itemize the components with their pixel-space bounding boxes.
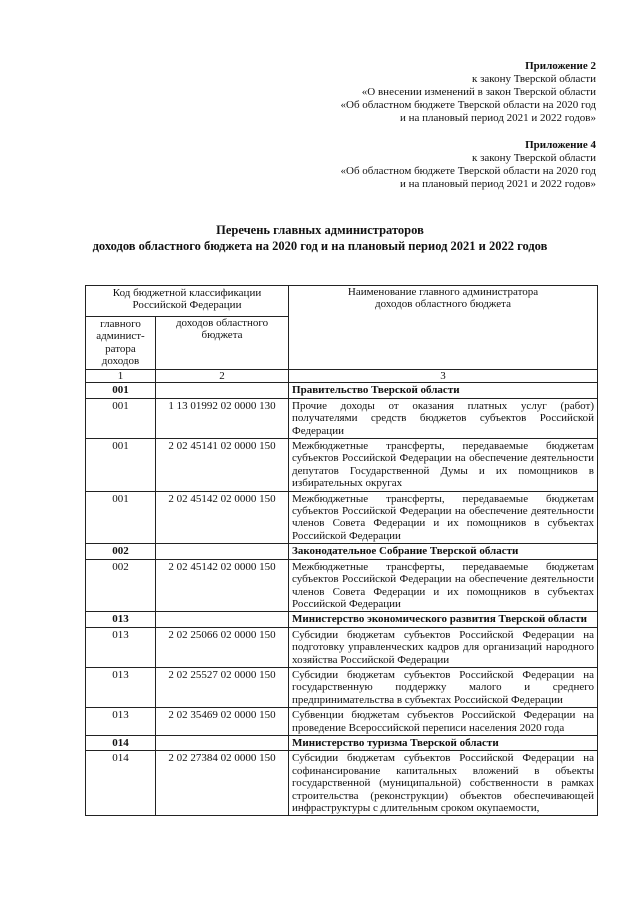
income-code-cell	[156, 383, 289, 398]
column-number: 3	[289, 370, 598, 383]
name-cell: Законодательное Собрание Тверской области	[289, 544, 598, 559]
appendix-2-heading: Приложение 2	[525, 60, 596, 72]
admin-code-cell: 014	[86, 735, 156, 750]
table-row	[86, 439, 598, 492]
column-number-row	[86, 370, 598, 383]
income-code-cell	[156, 735, 289, 750]
table-row	[86, 708, 598, 736]
name-cell: Министерство туризма Тверской области	[289, 735, 598, 750]
admin-code-cell: 001	[86, 383, 156, 398]
table-row	[86, 559, 598, 612]
table-row	[86, 491, 598, 544]
appendix-4-block	[341, 139, 597, 191]
name-cell: Министерство экономического развития Тверской области	[289, 612, 598, 627]
name-header-cell: Наименование главного администратора доходов областного бюджета	[289, 286, 598, 370]
admin-header-cell: главного админист-ратора доходов	[86, 317, 156, 370]
name-cell: Субвенции бюджетам субъектов Российской Федерации на проведение Всероссийской переписи населения 2020 года	[289, 708, 598, 736]
income-code-cell: 2 02 27384 02 0000 150	[156, 751, 289, 816]
admin-code-cell: 013	[86, 667, 156, 707]
name-cell: Межбюджетные трансферты, передаваемые бюджетам субъектов Российской Федерации на обеспечение деятельности членов Совета Федерации и их помощников в субъектах Российской Федерации	[289, 559, 598, 612]
income-code-cell: 2 02 45142 02 0000 150	[156, 491, 289, 544]
income-code-cell: 2 02 25066 02 0000 150	[156, 627, 289, 667]
administrators-table	[85, 285, 598, 816]
document-title	[0, 222, 640, 254]
admin-code-cell: 002	[86, 559, 156, 612]
name-cell: Межбюджетные трансферты, передаваемые бюджетам субъектов Российской Федерации на обеспечение деятельности депутатов Государственной Думы и их помощников в избирательных округах	[289, 439, 598, 492]
table-row-group	[86, 735, 598, 750]
name-cell: Межбюджетные трансферты, передаваемые бюджетам субъектов Российской Федерации на обеспечение деятельности членов Совета Федерации и их помощников в субъектах Российской Федерации	[289, 491, 598, 544]
column-number: 1	[86, 370, 156, 383]
appendix-2-line: «О внесении изменений в закон Тверской области	[361, 86, 596, 98]
column-number: 2	[156, 370, 289, 383]
appendix-2-block	[341, 60, 597, 125]
name-cell: Правительство Тверской области	[289, 383, 598, 398]
table-row	[86, 398, 598, 438]
admin-code-cell: 001	[86, 439, 156, 492]
income-code-cell: 2 02 45141 02 0000 150	[156, 439, 289, 492]
table-row	[86, 667, 598, 707]
title-line-2: доходов областного бюджета на 2020 год и на плановый период 2021 и 2022 годов	[92, 239, 548, 253]
table-row-group	[86, 383, 598, 398]
name-cell: Субсидии бюджетам субъектов Российской Федерации на государственную поддержку малого и среднего предпринимательства в субъектах Российской Федерации	[289, 667, 598, 707]
appendix-2-line: к закону Тверской области	[471, 73, 596, 85]
title-line-1: Перечень главных администраторов	[216, 223, 424, 237]
name-cell: Субсидии бюджетам субъектов Российской Федерации на подготовку управленческих кадров для организаций народного хозяйства Российской Федерации	[289, 627, 598, 667]
appendix-2-line: «Об областном бюджете Тверской области на 2020 год	[340, 99, 596, 111]
admin-code-cell: 001	[86, 491, 156, 544]
income-code-cell: 2 02 25527 02 0000 150	[156, 667, 289, 707]
admin-code-cell: 013	[86, 627, 156, 667]
name-cell: Прочие доходы от оказания платных услуг (работ) получателями средств бюджетов субъектов Российской Федерации	[289, 398, 598, 438]
kbk-header-cell: Код бюджетной классификации Российской Федерации	[86, 286, 289, 317]
admin-code-cell: 001	[86, 398, 156, 438]
admin-code-cell: 014	[86, 751, 156, 816]
table-row-group	[86, 612, 598, 627]
appendix-4-heading: Приложение 4	[525, 139, 596, 151]
income-header-cell: доходов областного бюджета	[156, 317, 289, 370]
admin-code-cell: 013	[86, 708, 156, 736]
table-row	[86, 751, 598, 816]
income-code-cell	[156, 544, 289, 559]
appendix-4-line: и на плановый период 2021 и 2022 годов»	[399, 178, 596, 190]
income-code-cell: 2 02 45142 02 0000 150	[156, 559, 289, 612]
income-code-cell: 2 02 35469 02 0000 150	[156, 708, 289, 736]
admin-code-cell: 013	[86, 612, 156, 627]
income-code-cell	[156, 612, 289, 627]
appendix-4-line: к закону Тверской области	[471, 152, 596, 164]
appendix-4-line: «Об областном бюджете Тверской области на 2020 год	[340, 165, 596, 177]
table-row	[86, 627, 598, 667]
name-cell: Субсидии бюджетам субъектов Российской Федерации на софинансирование капитальных вложений в объекты государственной (муниципальной) собственности в рамках строительства (реконструкции) объектов обеспечивающей инфраструктуры с длительным сроком окупаемости,	[289, 751, 598, 816]
table-row-group	[86, 544, 598, 559]
income-code-cell: 1 13 01992 02 0000 130	[156, 398, 289, 438]
table-header-row	[86, 286, 598, 317]
admin-code-cell: 002	[86, 544, 156, 559]
appendix-2-line: и на плановый период 2021 и 2022 годов»	[399, 112, 596, 124]
